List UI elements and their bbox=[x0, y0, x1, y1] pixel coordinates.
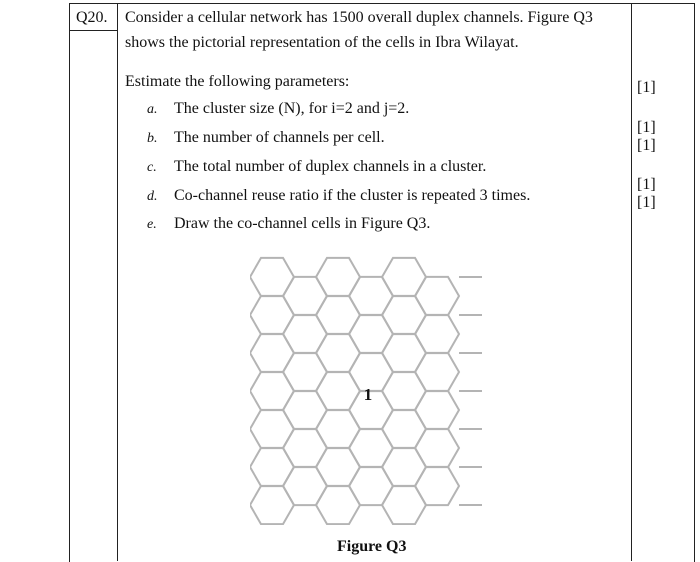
item-letter: d. bbox=[147, 189, 158, 204]
list-item-b bbox=[147, 129, 385, 147]
hex-cell bbox=[382, 334, 426, 372]
hex-cell bbox=[283, 277, 327, 315]
hex-cell bbox=[415, 353, 459, 391]
item-text: Co-channel reuse ratio if the cluster is repeated 3 times. bbox=[174, 187, 531, 204]
intro-line-2: shows the pictorial representation of the cells in Ibra Wilayat. bbox=[125, 34, 519, 51]
hex-cell bbox=[415, 391, 459, 429]
hex-cell bbox=[283, 429, 327, 467]
mark-a: [1] bbox=[637, 79, 656, 96]
column-divider-right bbox=[631, 3, 632, 561]
hex-cell bbox=[250, 334, 294, 372]
mark-e: [1] bbox=[637, 194, 656, 211]
hex-cell bbox=[283, 353, 327, 391]
list-item-c bbox=[147, 158, 486, 176]
hex-cell bbox=[415, 467, 459, 505]
question-number-divider bbox=[69, 30, 117, 31]
hex-cell bbox=[415, 315, 459, 353]
cell-label: 1 bbox=[363, 385, 373, 404]
hex-cell bbox=[250, 258, 294, 296]
hex-cell bbox=[250, 486, 294, 524]
hex-cell bbox=[316, 334, 360, 372]
hex-cell bbox=[316, 410, 360, 448]
hexagon-cell-grid bbox=[250, 253, 495, 525]
hex-cell bbox=[283, 391, 327, 429]
figure-caption: Figure Q3 bbox=[337, 538, 407, 555]
item-text: The number of channels per cell. bbox=[174, 129, 385, 146]
hex-cell bbox=[382, 258, 426, 296]
hex-cell bbox=[283, 467, 327, 505]
hex-cell bbox=[349, 315, 393, 353]
hex-cell bbox=[250, 296, 294, 334]
hex-cell bbox=[382, 448, 426, 486]
hex-cell bbox=[316, 296, 360, 334]
hex-cell bbox=[382, 410, 426, 448]
estimate-heading: Estimate the following parameters: bbox=[125, 73, 350, 90]
mark-c: [1] bbox=[637, 137, 656, 154]
hex-cell bbox=[316, 448, 360, 486]
hex-cell bbox=[415, 429, 459, 467]
item-text: The total number of duplex channels in a cluster. bbox=[174, 158, 487, 175]
hex-cell bbox=[250, 410, 294, 448]
column-divider-left bbox=[117, 3, 118, 561]
item-text: The cluster size (N), for i=2 and j=2. bbox=[174, 100, 410, 117]
hex-cell bbox=[250, 448, 294, 486]
hex-cell bbox=[382, 296, 426, 334]
list-item-e bbox=[147, 215, 430, 233]
hex-cell bbox=[382, 372, 426, 410]
hex-cell bbox=[382, 486, 426, 524]
hex-cell bbox=[283, 315, 327, 353]
question-number: Q20. bbox=[76, 9, 108, 26]
hex-cell bbox=[349, 277, 393, 315]
mark-b: [1] bbox=[637, 119, 656, 136]
item-letter: e. bbox=[147, 217, 157, 232]
list-item-d bbox=[147, 187, 530, 205]
intro-line-1: Consider a cellular network has 1500 overall duplex channels. Figure Q3 bbox=[125, 9, 593, 26]
hex-cell bbox=[415, 277, 459, 315]
mark-d: [1] bbox=[637, 176, 656, 193]
item-letter: a. bbox=[147, 102, 158, 117]
hex-cell bbox=[316, 258, 360, 296]
hex-cell bbox=[349, 467, 393, 505]
hex-cell bbox=[349, 429, 393, 467]
item-text: Draw the co-channel cells in Figure Q3. bbox=[174, 215, 431, 232]
hex-cell bbox=[250, 372, 294, 410]
hex-cell bbox=[316, 372, 360, 410]
hex-cell bbox=[316, 486, 360, 524]
list-item-a bbox=[147, 100, 409, 118]
item-letter: c. bbox=[147, 160, 157, 175]
item-letter: b. bbox=[147, 131, 158, 146]
